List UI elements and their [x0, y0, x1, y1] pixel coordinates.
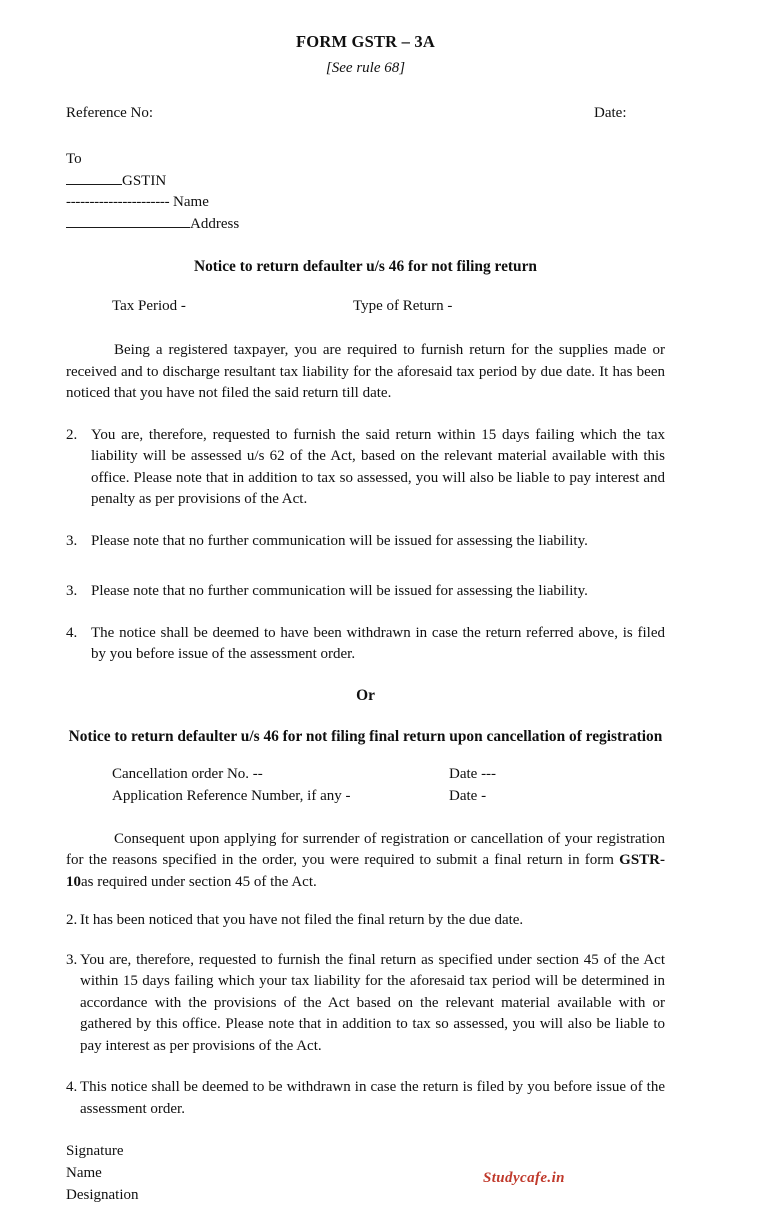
studycafe-watermark: Studycafe.in [483, 1170, 565, 1186]
signature-block [66, 1140, 665, 1206]
type-of-return-label: Type of Return - [353, 298, 453, 314]
section-one-list [66, 425, 665, 666]
section-one-intro-paragraph: Being a registered taxpayer, you are required to furnish return for the supplies made or received and to discharge resultant tax liability for the aforesaid tax period by due date. It has been noticed that you have not filed the said return till date. [66, 342, 665, 401]
cancellation-details [66, 766, 665, 810]
cancellation-order-label: Cancellation order No. -- [112, 765, 263, 782]
list-item [66, 425, 665, 511]
to-label: To [66, 151, 82, 167]
list-item [66, 581, 665, 603]
address-label: Address [190, 215, 240, 232]
designation-label: Designation [66, 1187, 139, 1203]
name-label: Name [169, 194, 209, 210]
list-text: It has been noticed that you have not filed the final return by the due date. [80, 912, 524, 928]
page-title: FORM GSTR – 3A [296, 32, 435, 51]
addressee-block [66, 149, 665, 235]
gstin-blank [66, 171, 122, 185]
list-text: You are, therefore, requested to furnish the said return within 15 days failing which the tax liability will be assessed u/s 62 of the Act, based on the relevant material available with this office. Please note that in addition to tax so assessed, you will also be liable to pay interest and penalty as per provisions of the Act. [91, 426, 665, 507]
list-item [66, 1077, 665, 1120]
gstin-label: GSTIN [122, 172, 167, 189]
name-line [66, 192, 665, 214]
list-marker: 3. [66, 951, 78, 968]
list-marker: 3. [66, 583, 78, 599]
list-marker: 4. [66, 624, 78, 641]
section-two-intro-paragraph [66, 829, 665, 894]
section-two-heading: Notice to return defaulter u/s 46 for not filing final return upon cancellation of registration [68, 727, 663, 745]
document-body [66, 0, 665, 1206]
arn-date: Date - [449, 787, 487, 804]
signature-label: Signature [66, 1143, 124, 1159]
address-line [66, 214, 665, 236]
detail-row [66, 766, 665, 788]
or-divider: Or [356, 686, 375, 704]
intro-part-two: as required under section 45 of the Act. [81, 873, 317, 890]
header-meta-row [66, 105, 665, 125]
list-text: You are, therefore, requested to furnish the final return as specified under section 45 of the Act within 15 days failing which your tax liability for the aforesaid tax period will be determined in accordance with the provisions of the Act based on the relevant material available with or gathered by this office. Please note that in addition to tax so assessed, you will also be liable to pay interest as per provisions of the Act. [80, 951, 665, 1054]
reference-no-label: Reference No: [66, 105, 154, 121]
list-text: Please note that no further communication will be issued for assessing the liability. [91, 532, 588, 549]
list-item [66, 531, 665, 553]
section-two-list [66, 910, 665, 1120]
arn-label: Application Reference Number, if any - [112, 787, 351, 804]
list-text: The notice shall be deemed to have been withdrawn in case the return referred above, is filed by you before issue of the assessment order. [91, 624, 665, 662]
rule-reference: [See rule 68] [325, 60, 406, 76]
tax-period-label: Tax Period - [112, 298, 186, 314]
section-one-heading: Notice to return defaulter u/s 46 for not filing return [194, 258, 537, 275]
date-label: Date: [594, 105, 627, 121]
list-marker: 4. [66, 1079, 78, 1095]
period-row [66, 298, 665, 318]
detail-row [66, 788, 665, 810]
gstr-10-reference: GSTR-10 [66, 852, 665, 890]
intro-part-one: Consequent upon applying for surrender of registration or cancellation of your registration for the reasons specified in the order, you were required to submit a final return in form [66, 830, 665, 868]
list-marker: 2. [66, 426, 78, 443]
name-blank: ---------------------- [66, 194, 170, 210]
list-item [66, 910, 665, 932]
list-item [66, 950, 665, 1058]
list-text: This notice shall be deemed to be withdrawn in case the return is filed by you before issue of the assessment order. [80, 1079, 665, 1117]
list-marker: 2. [66, 912, 78, 928]
list-marker: 3. [66, 532, 78, 549]
address-blank [66, 214, 190, 228]
list-item [66, 623, 665, 666]
name-field-label: Name [66, 1165, 102, 1181]
list-text: Please note that no further communication will be issued for assessing the liability. [91, 583, 588, 599]
cancellation-order-date: Date --- [449, 765, 497, 782]
gstin-line [66, 171, 665, 193]
